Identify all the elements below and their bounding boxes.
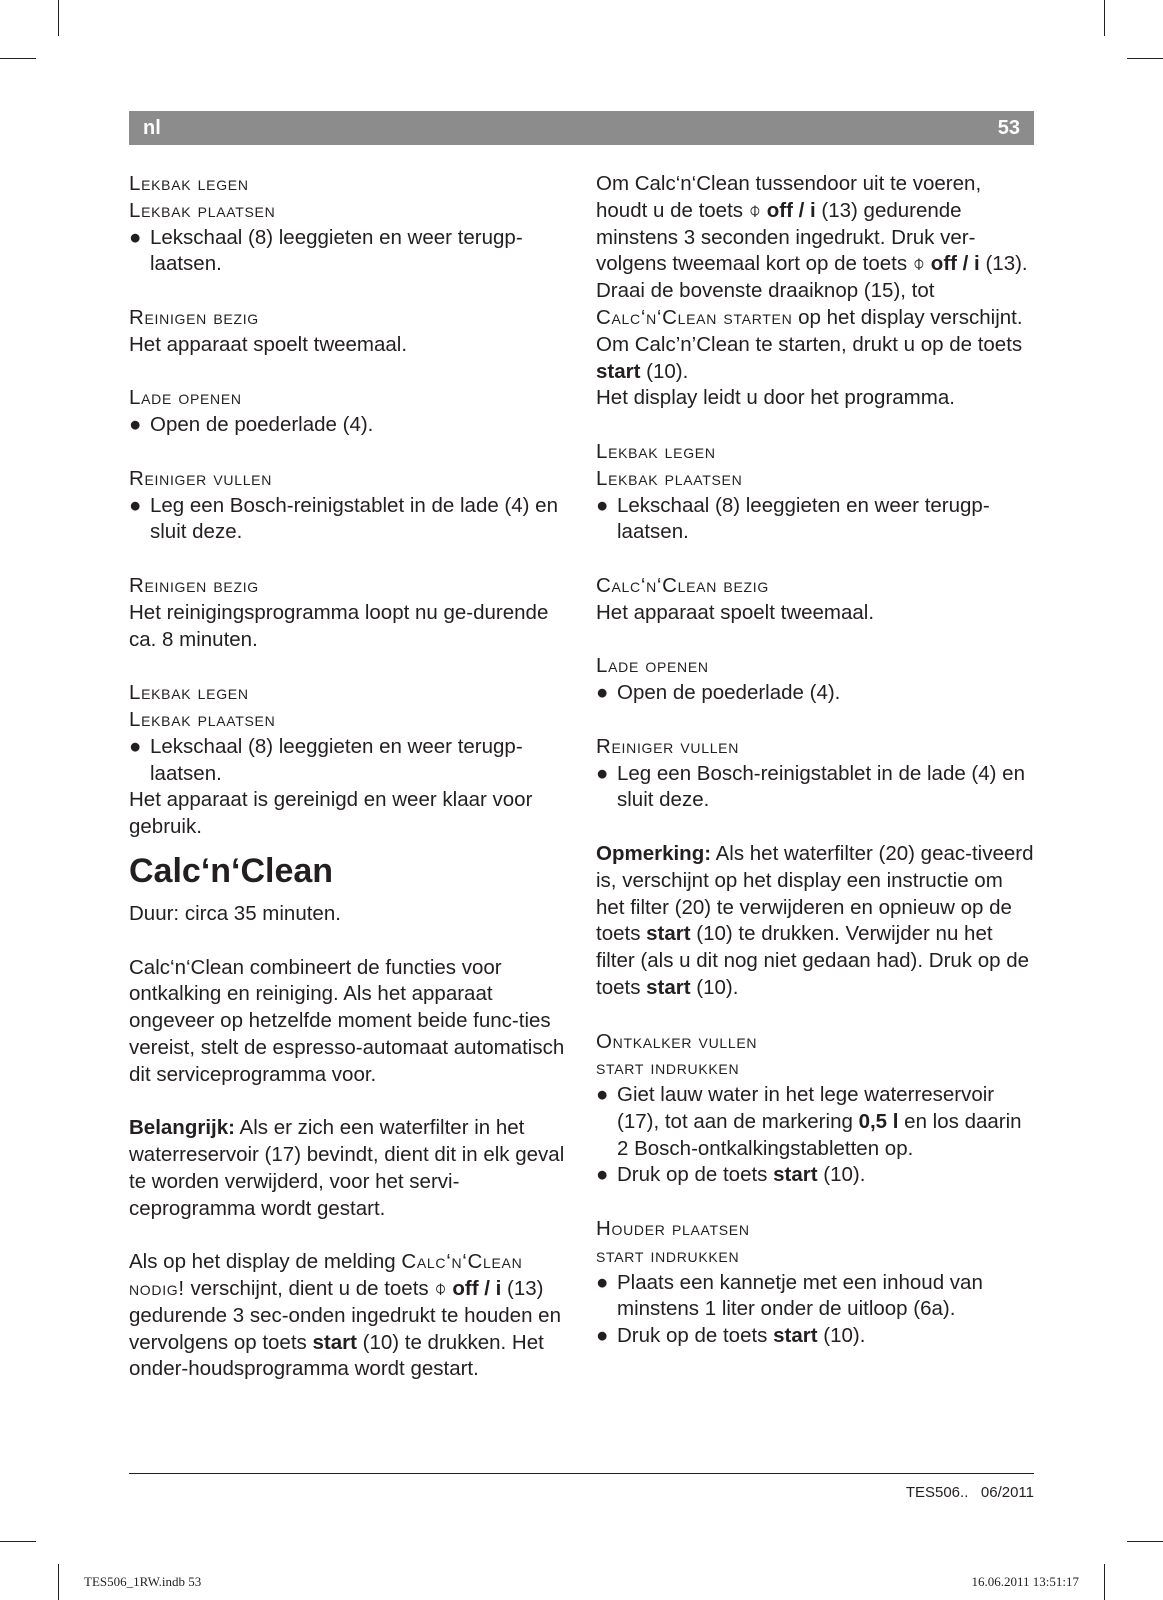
paragraph [129, 1115, 569, 1222]
footer-info [906, 1484, 1034, 1501]
text-run: Als er zich een waterfilter in het waterreservoir (17) bevindt, dient dit in elk geval te worden verwijderd, voor het servi-ceprogramma wordt gestart. [129, 1116, 565, 1220]
paragraph: Het display leidt u door het programma. [596, 386, 955, 410]
bullet-item [596, 1162, 1036, 1189]
crop-mark [58, 1564, 59, 1600]
spacer [596, 546, 1036, 573]
text-run: (10). [817, 1163, 866, 1187]
text-run: Als het waterfilter (20) geac-tiveerd is, verschijnt op het display een instructie om het filter (20) te verwijderen en opnieuw op de toets [596, 841, 1034, 946]
bold-text: off / i [930, 252, 980, 276]
bullet-icon: ● [596, 1270, 609, 1294]
bold-text: start [646, 975, 691, 999]
spacer [129, 928, 569, 955]
section-heading: Lekbak legen [129, 681, 249, 705]
bullet-item [596, 1323, 1036, 1350]
crop-mark [0, 1541, 36, 1542]
bullet-item [129, 493, 569, 547]
bullet-item [129, 225, 569, 279]
section-heading: start indrukken [596, 1056, 740, 1080]
section-heading: Reinigen bezig [129, 305, 259, 329]
bullet-icon: ● [129, 413, 142, 437]
language-label: nl [143, 117, 161, 139]
bullet-item [129, 734, 569, 788]
text-run: en los daarin 2 Bosch-ontkalkingstabletten op. [617, 1109, 1022, 1160]
section-heading: Reiniger vullen [596, 734, 740, 758]
bullet-text: Open de poederlade (4). [150, 413, 374, 437]
paragraph: Duur: circa 35 minuten. [129, 901, 341, 925]
spacer [129, 359, 569, 386]
footer-rule [129, 1473, 1034, 1474]
text-run: verschijnt, dient u de toets ⌽ [184, 1277, 453, 1301]
section-heading: Lekbak legen [129, 172, 249, 195]
spacer [596, 627, 1036, 654]
bullet-item [129, 412, 569, 439]
text-run: op het display verschijnt. Om Calc’n’Clean te starten, drukt u op de toets [596, 305, 1023, 356]
spacer [129, 653, 569, 680]
text-run: (10) te drukken. Verwijder nu het filter (als u dit nog niet gedaan had). Druk op de toets [596, 922, 1030, 999]
text-run: (13). Draai de bovenste draaiknop (15), tot [596, 252, 1028, 303]
bold-text: start [773, 1163, 818, 1187]
spacer [129, 1089, 569, 1116]
text-run: (13) gedurende 3 sec-onden ingedrukt te houden en vervolgens op toets [129, 1277, 561, 1354]
bullet-text: Open de poederlade (4). [617, 681, 841, 705]
section-heading: Calc‘n‘Clean bezig [596, 573, 769, 597]
spacer [596, 1002, 1036, 1029]
bullet-item [596, 493, 1036, 547]
bullet-icon: ● [596, 1324, 609, 1348]
text-run: Als op het display de melding [129, 1250, 402, 1274]
text-run: Druk op de toets [617, 1324, 774, 1348]
crop-mark [1127, 58, 1163, 59]
bullet-icon: ● [596, 1083, 609, 1107]
right-column [596, 171, 1036, 1350]
text-run: (13) gedurende minstens 3 seconden ingedrukt. Druk ver-volgens tweemaal kort op de toets ⌽ [596, 198, 976, 276]
text-run: Giet lauw water in het lege waterreservoir (17), tot aan de markering [617, 1083, 995, 1133]
spacer [129, 439, 569, 466]
paragraph [129, 1249, 569, 1383]
paragraph: Calc‘n‘Clean combineert de functies voor ontkalking en reiniging. Als het apparaat ongeveer op hetzelfde moment beide func-ties vereist, stelt de espresso-automaat automatisch dit serviceprogramma voor. [129, 955, 565, 1086]
display-message: Calc‘n‘Clean nodig! [129, 1250, 523, 1301]
section-heading: Reiniger vullen [129, 466, 273, 490]
bold-text: Belangrijk: [129, 1116, 235, 1140]
page-number: 53 [997, 117, 1020, 139]
paragraph [596, 171, 1036, 385]
crop-mark [58, 0, 59, 36]
text-run: (10). [640, 359, 689, 383]
paragraph: Het apparaat is gereinigd en weer klaar voor gebruik. [129, 788, 533, 839]
crop-mark [1104, 1564, 1105, 1600]
section-title: Calc‘n‘Clean [129, 851, 334, 890]
bullet-icon: ● [129, 734, 142, 758]
spacer [596, 707, 1036, 734]
bullet-text: Lekschaal (8) leeggieten en weer terugp-laatsen. [617, 493, 990, 544]
section-heading: Lekbak legen [596, 439, 716, 463]
bullet-text: Leg een Bosch-reinigstablet in de lade (4) en sluit deze. [617, 761, 1025, 812]
bullet-text: Lekschaal (8) leeggieten en weer terugp-laatsen. [150, 225, 523, 276]
text-run: (10). [690, 975, 739, 999]
bold-text: start [773, 1324, 818, 1348]
bold-text: off / i [766, 198, 816, 222]
section-heading: Ontkalker vullen [596, 1029, 758, 1053]
bullet-text: Lekschaal (8) leeggieten en weer terugp-laatsen. [150, 734, 523, 785]
bold-text: start [312, 1330, 357, 1354]
section-heading: Lekbak plaatsen [129, 707, 276, 731]
crop-mark [1104, 0, 1105, 36]
slug-file: TES506_1RW.indb 53 [84, 1574, 202, 1589]
bullet-item [596, 1270, 1036, 1324]
bullet-icon: ● [129, 493, 142, 517]
section-heading: Lekbak plaatsen [129, 198, 276, 222]
spacer [129, 1222, 569, 1249]
display-message: Calc‘n‘Clean starten [596, 305, 793, 329]
paragraph: Het apparaat spoelt tweemaal. [596, 600, 875, 624]
section-heading: Lekbak plaatsen [596, 466, 743, 490]
bullet-text: Leg een Bosch-reinigstablet in de lade (4) en sluit deze. [150, 493, 558, 544]
model-code: TES506.. [905, 1484, 969, 1501]
spacer [596, 412, 1036, 439]
paragraph: Het reinigingsprogramma loopt nu ge-durende ca. 8 minuten. [129, 600, 549, 651]
paragraph [596, 841, 1036, 1002]
bold-text: start [646, 922, 691, 946]
bold-text: start [596, 359, 641, 383]
section-heading: Lade openen [129, 386, 242, 410]
spacer [596, 814, 1036, 841]
bold-text: Opmerking: [596, 841, 712, 865]
bullet-icon: ● [596, 1163, 609, 1187]
bullet-icon: ● [596, 681, 609, 705]
slug-timestamp: 16.06.2011 13:51:17 [971, 1574, 1079, 1589]
bullet-item [596, 1082, 1036, 1162]
section-heading: Lade openen [596, 654, 709, 678]
bold-text: off / i [452, 1277, 502, 1301]
edition-date: 06/2011 [980, 1484, 1034, 1501]
text-run: Druk op de toets [617, 1163, 774, 1187]
bullet-text: Plaats een kannetje met een inhoud van minstens 1 liter onder de uitloop (6a). [617, 1270, 983, 1321]
bold-text: 0,5 l [858, 1109, 899, 1133]
paragraph: Het apparaat spoelt tweemaal. [129, 332, 408, 356]
spacer [596, 1189, 1036, 1216]
bullet-icon: ● [596, 493, 609, 517]
bullet-item [596, 680, 1036, 707]
crop-mark [1127, 1541, 1163, 1542]
bullet-item [596, 761, 1036, 815]
spacer [129, 278, 569, 305]
bullet-icon: ● [596, 761, 609, 785]
section-heading: Reinigen bezig [129, 573, 259, 597]
page-header [129, 111, 1034, 145]
text-run: (10). [817, 1324, 866, 1348]
left-column [129, 171, 569, 1383]
spacer [129, 546, 569, 573]
section-heading: Houder plaatsen [596, 1217, 750, 1241]
crop-mark [0, 58, 36, 59]
text-run: Om Calc‘n‘Clean tussendoor uit te voeren, houdt u de toets ⌽ [596, 172, 982, 222]
section-heading: start indrukken [596, 1243, 740, 1267]
text-run: (10) te drukken. Het onder-houdsprogramma wordt gestart. [129, 1330, 544, 1381]
bullet-icon: ● [129, 225, 142, 249]
